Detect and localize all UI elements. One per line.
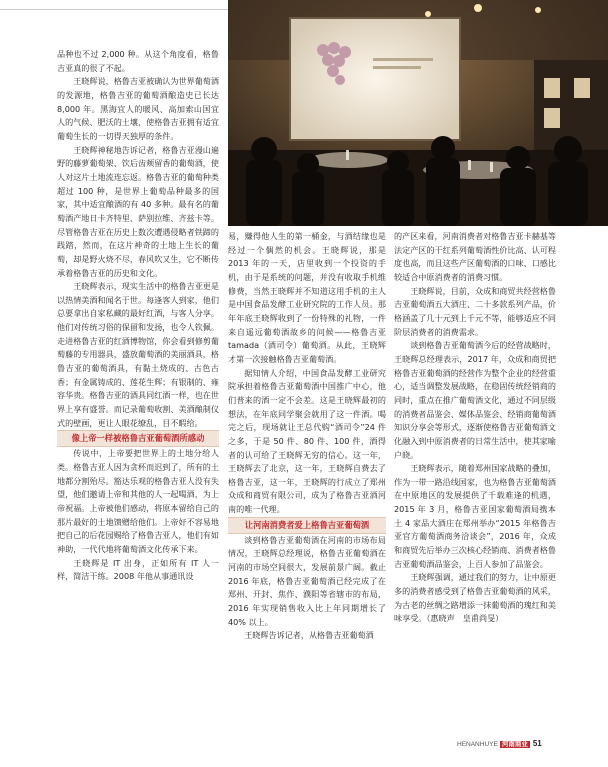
paragraph: 的产区来看，河南消费者对格鲁吉亚卡赫基等法定产区的干红系列葡萄酒性价比高、认可程度也高，而且这些产区葡萄酒的口味、口感比较适合中原消费者的消费习惯。 bbox=[394, 231, 556, 282]
paragraph: 传说中，上帝要把世界上的土地分给人类。格鲁吉亚人因为贪杯而迟到了，所有的土地都分割殆尽。豁达乐观的格鲁吉亚人没有失望，他们邀请上帝和其他的人一起喝酒，为上帝祝福。上帝被他们感动，将原本留给自己的那片最好的土地馈赠给他们。上帝好不容易地把自己的后花园赐给了格鲁吉亚人，他们有如神助，一代代地将葡萄酒文化传承下来。 bbox=[57, 448, 219, 554]
section-subheading: 让河南消费者爱上格鲁吉亚葡萄酒 bbox=[228, 517, 386, 534]
column-middle bbox=[228, 230, 386, 643]
paragraph: 王晓辉说，目前，众成和商贸共经营格鲁吉亚葡萄酒五大酒庄、二十多款系列产品，价格涵盖了几十元到上千元不等，能够适应不同阶层消费者的消费需求。 bbox=[394, 285, 556, 337]
page-number: 51 bbox=[532, 739, 542, 748]
paragraph: 王晓辉表示，随着郑州国家战略的叠加，作为一带一路沿线国家，也为格鲁吉亚葡萄酒在中原地区的发展提供了千载难逢的机遇，2015 年 3 月，格鲁吉亚国家葡萄酒局携本土 4 家品大酒庄在郑州举办“2015 年格鲁吉亚官方葡萄酒商务洽谈会”，2016 年，众成和商贸先后举办三次核心经销商、消费者格鲁吉亚葡萄酒品鉴会，上百人参加了品鉴会。 bbox=[394, 463, 556, 569]
page-footer bbox=[457, 739, 542, 748]
paragraph: 王晓辉表示，现实生活中的格鲁吉亚更是以热情美酒和闻名于世。每逢客人到家，他们总要拿出自家私藏的最好红酒，与客人分享。他们对传统习俗的保留和发扬，也令人钦佩。走进格鲁吉亚的红酒博物馆，你会看到修剪葡萄藤的专用器具，盛放葡萄酒的美丽酒具，格鲁吉亚的葡萄酒具，有黏土烧成的、古色古香；有金属铸成的、莲花生辉；有银制的、雍容华贵。格鲁吉亚的酒具同红酒一样，也在世界上享有盛誉。而记录葡萄收割、美酒酿制仪式的壁画，更让人眼花缭乱，目不暇给。 bbox=[57, 281, 219, 428]
paragraph: 王晓辉说，格鲁吉亚被确认为世界葡萄酒的发源地，格鲁吉亚的葡萄酒酿造史已长达 8,000 年。黑海宜人的暖风、高加索山国宜人的气候、肥沃的土壤，使格鲁吉亚拥有适宜葡萄生长的一切得天独厚的条件。 bbox=[57, 76, 219, 141]
magazine-name: HENANHUYE bbox=[457, 741, 498, 748]
paragraph: 谈到格鲁吉亚葡萄酒今后的经营战略时，王晓辉总经理表示，2017 年，众成和商贸把格鲁吉亚葡萄酒的经营作为整个企业的经营重心，适当调整发展战略，在稳固传统经销商的同时，重点在推广葡萄酒文化，通过不同层级的消费者品鉴会、媒体品鉴会、经销商葡萄酒知识分享会等形式，逐渐使格鲁吉亚葡萄酒文化融入到中原消费者的日常生活中，使其家喻户晓。 bbox=[394, 340, 556, 460]
event-photo-illustration bbox=[228, 0, 608, 226]
paragraph: 谈到格鲁吉亚葡萄酒在河南的市场布局情况，王晓辉总经理说，格鲁吉亚葡萄酒在河南的市场空间很大，发展前景广阔。截止 2016 年底，格鲁吉亚葡萄酒已经完成了在郑州、开封、焦作、濮阳等省辖市的布局，2016 年实现销售收入比上年同期增长了 40% 以上。 bbox=[228, 534, 386, 627]
paragraph: 品种也不过 2,000 种。从这个角度看，格鲁吉亚真的很了不起。 bbox=[57, 49, 219, 73]
paragraph: 易，赚得他人生的第一桶金，与酒结缘也是经过一个偶然的机会。王晓辉说，那是 2013 年的一天，店里收到一个投资的手机，由于是系统的问题，并没有收取手机维修费，当然王晓辉并不知道这用手机的主人是中国食品发酵工业研究院的工作人员。那年年底王晓辉收到了一份特殊的礼物，一件来自遥远葡萄酒故乡的问候——格鲁吉亚 tamada（酒司令）葡萄酒。从此，王晓辉才第一次接触格鲁吉亚葡萄酒。 bbox=[228, 231, 386, 364]
paragraph: 据知情人介绍，中国食品发酵工业研究院承担着格鲁吉亚葡萄酒中国推广中心，他们普来的酒一定不会差。这是王晓辉最初的想法，在年底同学聚会就用了这一件酒。喝完之后，现场就让王总代购“酒司令”24 件之多，于是 50 件、80 件、100 件，酒得者的认可给了王晓辉无穷的信心。这一年，王晓辉去了北京，这一年，王晓辉自费去了格鲁吉亚，这一年，王晓辉的行成立了郑州众成和商贸有限公司，成为了格鲁吉亚酒河南的唯一代理。 bbox=[228, 367, 386, 515]
column-right bbox=[394, 230, 556, 626]
event-photo bbox=[228, 0, 608, 226]
paragraph: 王晓辉强调，通过我们的努力，让中原更多的消费者感受到了格鲁吉亚葡萄酒的风采，为古老的丝绸之路增添一抹葡萄酒的瑰红和美味享受。（惠晓声 皇甫尚旻） bbox=[394, 572, 556, 624]
paragraph: 王晓辉神秘地告诉记者，格鲁吉亚漫山遍野的藤萝葡萄架、饮后齿颊留香的葡萄酒，使人对这片土地流连忘返。格鲁吉亚的葡萄种类超过 100 种，是世界上葡萄品种最多的国家，其中适宜酿酒的有 40 多种。最有名的葡萄酒产地日卡齐特里、萨别拉维、齐兹卡等。尽管格鲁吉亚在历史上数次遭遇侵略者铁蹄的践踏，然而，在这片神奇的土地上生长的葡萄，却是野火烧不尽，春风吹又生，它不断传承着格鲁吉亚的历史和文化。 bbox=[57, 144, 219, 278]
magazine-tag: 河南商业 bbox=[501, 741, 528, 748]
section-subheading: 像上帝一样被格鲁吉亚葡萄酒所感动 bbox=[57, 430, 219, 447]
paragraph: 王晓辉是 IT 出身，正如所有 IT 人一样，简洁干练。2008 年他从事通讯设 bbox=[57, 557, 219, 582]
column-left bbox=[57, 48, 219, 584]
paragraph: 王晓辉告诉记者，从格鲁吉亚葡萄酒 bbox=[244, 630, 374, 641]
